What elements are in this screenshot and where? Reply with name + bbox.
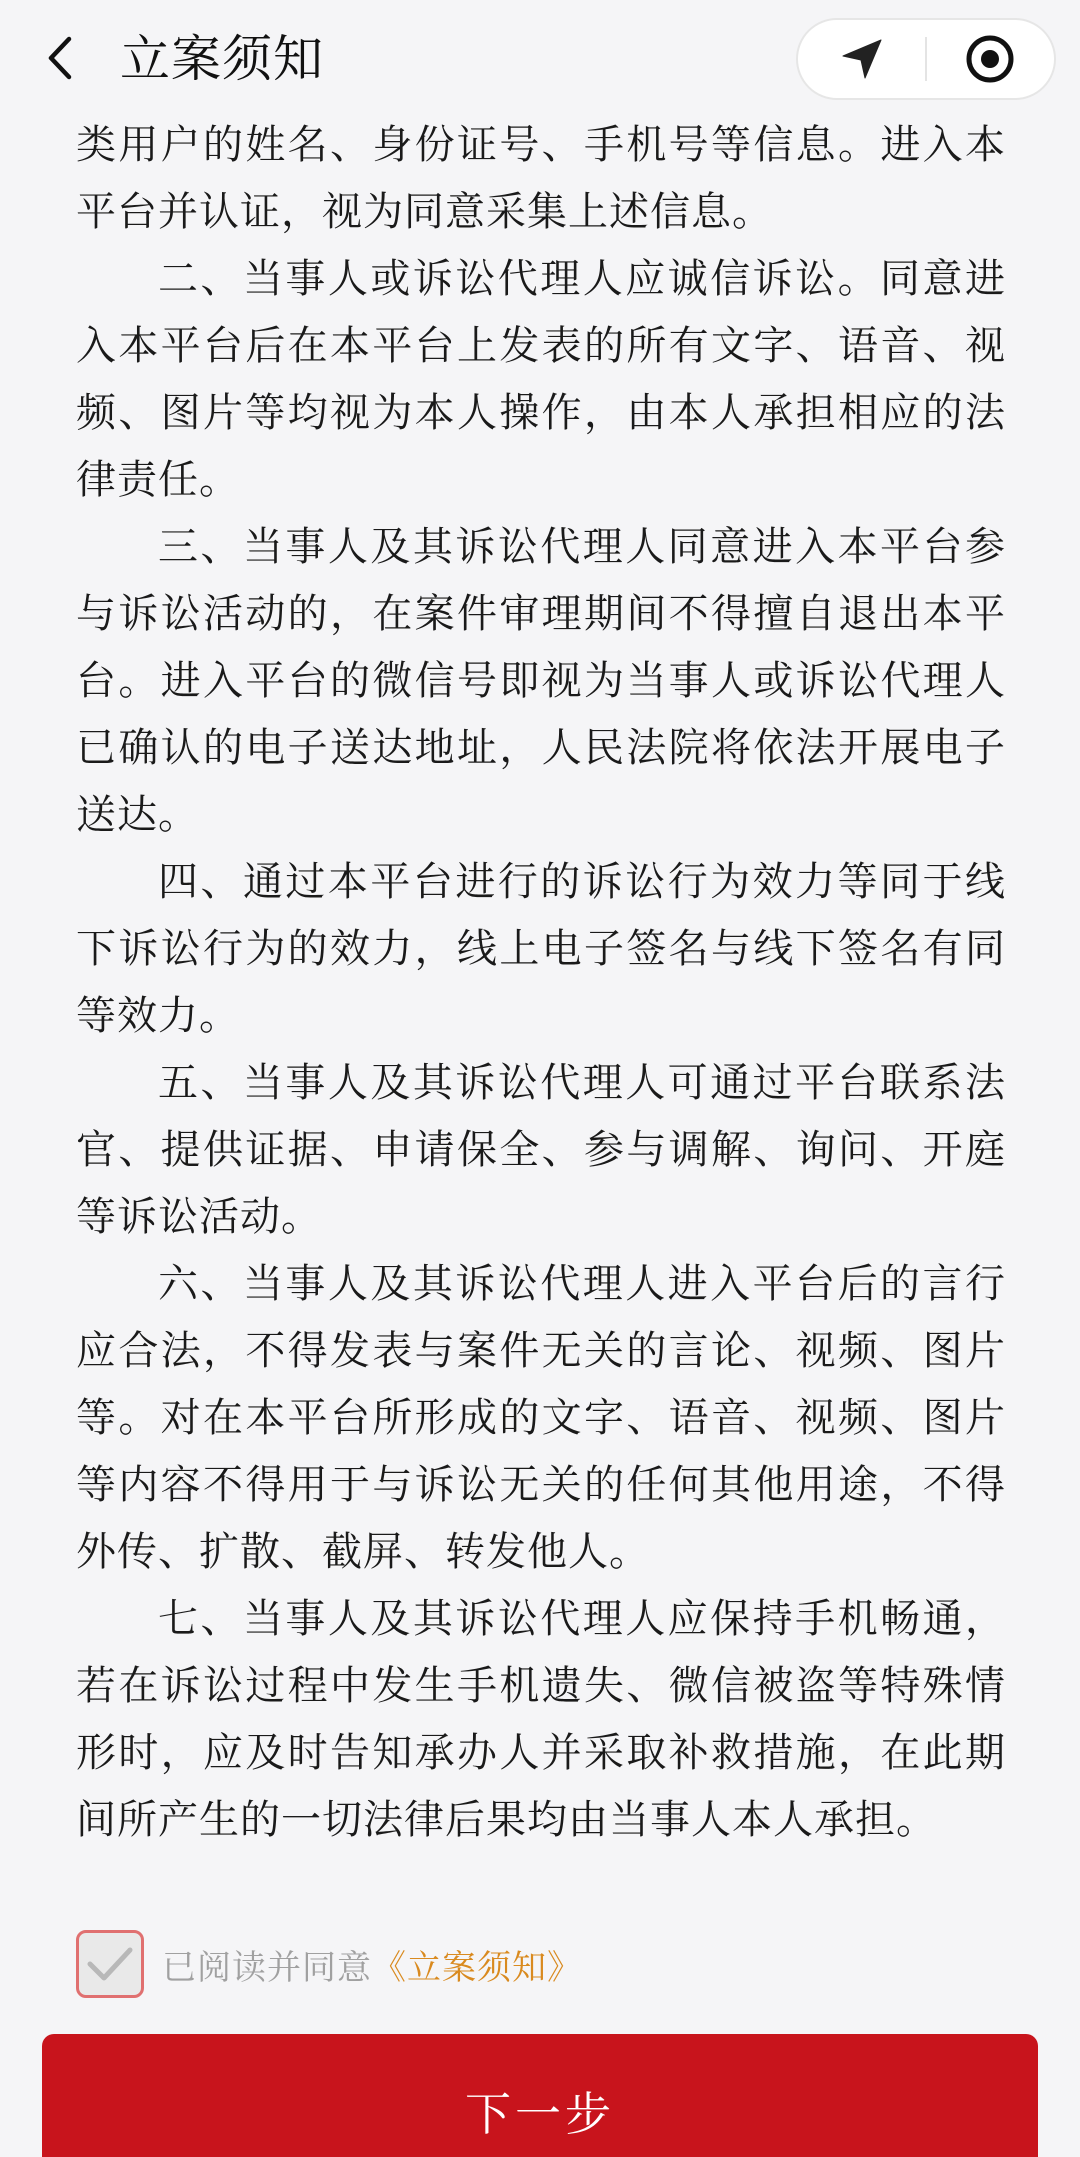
location-arrow-icon: [839, 36, 885, 82]
agreement-row: [76, 1928, 582, 2000]
close-miniprogram-button[interactable]: [927, 20, 1054, 98]
notice-content: [76, 112, 1006, 1854]
notice-paragraph: 七、当事人及其诉讼代理人应保持手机畅通，若在诉讼过程中发生手机遗失、微信被盗等特殊情形时，应及时告知承办人并采取补救措施，在此期间所产生的一切法律后果均由当事人本人承担。: [76, 1596, 1006, 1843]
notice-link[interactable]: 《立案须知》: [372, 1947, 582, 1988]
notice-paragraph: 六、当事人及其诉讼代理人进入平台后的言行应合法，不得发表与案件无关的言论、视频、图片等。对在本平台所形成的文字、语音、视频、图片等内容不得用于与诉讼无关的任何其他用途，不得外传、扩散、截屏、转发他人。: [76, 1261, 1006, 1575]
notice-paragraph: 三、当事人及其诉讼代理人同意进入本平台参与诉讼活动的，在案件审理期间不得擅自退出本平台。进入平台的微信号即视为当事人或诉讼代理人已确认的电子送达地址，人民法院将依法开展电子送达。: [76, 524, 1006, 838]
next-step-button[interactable]: [42, 2034, 1038, 2157]
notice-paragraph: 二、当事人或诉讼代理人应诚信诉讼。同意进入本平台后在本平台上发表的所有文字、语音、视频、图片等均视为本人操作，由本人承担相应的法律责任。: [76, 256, 1006, 503]
miniprogram-capsule: [796, 18, 1056, 100]
next-step-label: 下一步: [465, 2087, 615, 2141]
page-title: 立案须知: [120, 30, 324, 88]
back-button[interactable]: [36, 28, 84, 88]
agree-label: 已阅读并同意: [162, 1947, 372, 1988]
nav-bar: [0, 0, 1080, 118]
notice-paragraph: 四、通过本平台进行的诉讼行为效力等同于线下诉讼行为的效力，线上电子签名与线下签名有同等效力。: [76, 859, 1006, 1039]
location-button[interactable]: [798, 20, 925, 98]
chevron-left-icon: [45, 33, 75, 83]
target-circle-icon: [964, 33, 1016, 85]
agree-checkbox[interactable]: [76, 1930, 144, 1998]
notice-paragraph: 类用户的姓名、身份证号、手机号等信息。进入本平台并认证，视为同意采集上述信息。: [76, 122, 1006, 235]
notice-paragraph: 五、当事人及其诉讼代理人可通过平台联系法官、提供证据、申请保全、参与调解、询问、开庭等诉讼活动。: [76, 1060, 1006, 1240]
checkmark-icon: [86, 1944, 134, 1984]
